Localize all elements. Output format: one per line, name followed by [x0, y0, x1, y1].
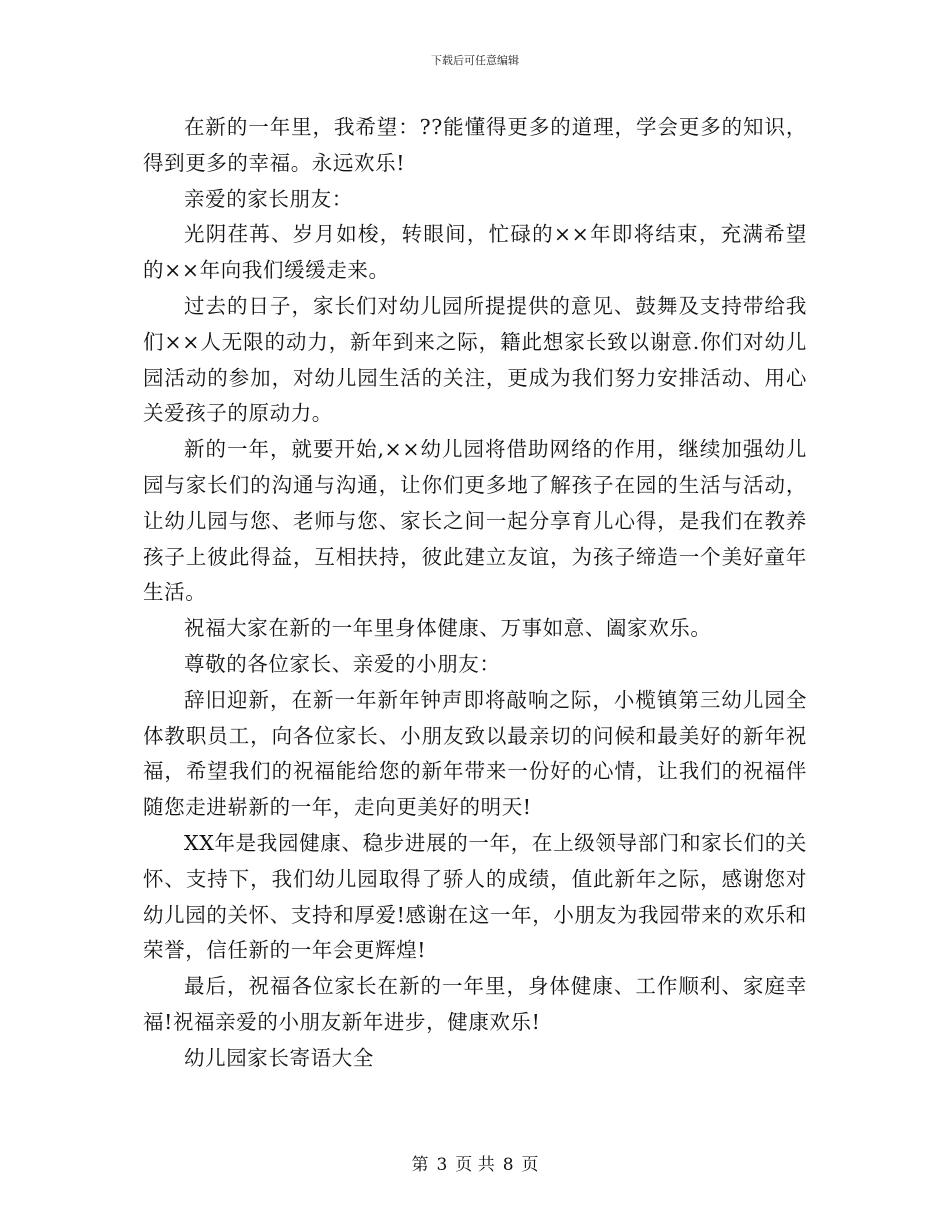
paragraph: 最后，祝福各位家长在新的一年里，身体健康、工作顺利、家庭幸福!祝福亲爱的小朋友新年进步，健康欢乐!	[143, 974, 807, 1034]
paragraph: 光阴荏苒、岁月如梭，转眼间，忙碌的××年即将结束，充满希望的××年向我们缓缓走来。	[143, 222, 807, 283]
paragraph: 在新的一年里，我希望：??能懂得更多的道理，学会更多的知识，得到更多的幸福。永远欢乐!	[143, 115, 807, 175]
footer-page-number: 3	[436, 1155, 448, 1175]
paragraph: 幼儿园家长寄语大全	[184, 1045, 374, 1070]
paragraph: 新的一年，就要开始,××幼儿园将借助网络的作用，继续加强幼儿园与家长们的沟通与沟通，让你们更多地了解孩子在园的生活与活动，让幼儿园与您、老师与您、家长之间一起分享育儿心得，是我们在教养孩子上彼此得益，互相扶持，彼此建立友谊，为孩子缔造一个美好童年生活。	[143, 437, 807, 605]
paragraph: 祝福大家在新的一年里身体健康、万事如意、阖家欢乐。	[184, 616, 712, 641]
paragraph: 辞旧迎新，在新一年新年钟声即将敲响之际，小榄镇第三幼儿园全体教职员工，向各位家长、小朋友致以最亲切的问候和最美好的新年祝福，希望我们的祝福能给您的新年带来一份好的心情，让我们的祝福伴随您走进崭新的一年，走向更美好的明天!	[143, 687, 807, 820]
footer-suffix: 页	[521, 1155, 539, 1175]
header-note: 下载后可任意编辑	[431, 54, 519, 67]
paragraph: XX年是我园健康、稳步进展的一年，在上级领导部门和家长们的关怀、支持下，我们幼儿园取得了骄人的成绩，值此新年之际，感谢您对幼儿园的关怀、支持和厚爱!感谢在这一年，小朋友为我园带来的欢乐和荣誉，信任新的一年会更辉煌!	[143, 830, 807, 963]
paragraph: 过去的日子，家长们对幼儿园所提提供的意见、鼓舞及支持带给我们××人无限的动力，新年到来之际，籍此想家长致以谢意.你们对幼儿园活动的参加，对幼儿园生活的关注，更成为我们努力安排活动、用心关爱孩子的原动力。	[143, 293, 807, 426]
footer-prefix: 第	[411, 1155, 429, 1175]
paragraph: 亲爱的家长朋友：	[184, 186, 353, 211]
footer-middle: 页 共	[455, 1155, 495, 1175]
footer-total-pages: 8	[502, 1155, 514, 1175]
paragraph: 尊敬的各位家长、亲爱的小朋友：	[184, 651, 501, 676]
document-body	[143, 110, 807, 1077]
page-number-footer	[0, 1154, 950, 1176]
